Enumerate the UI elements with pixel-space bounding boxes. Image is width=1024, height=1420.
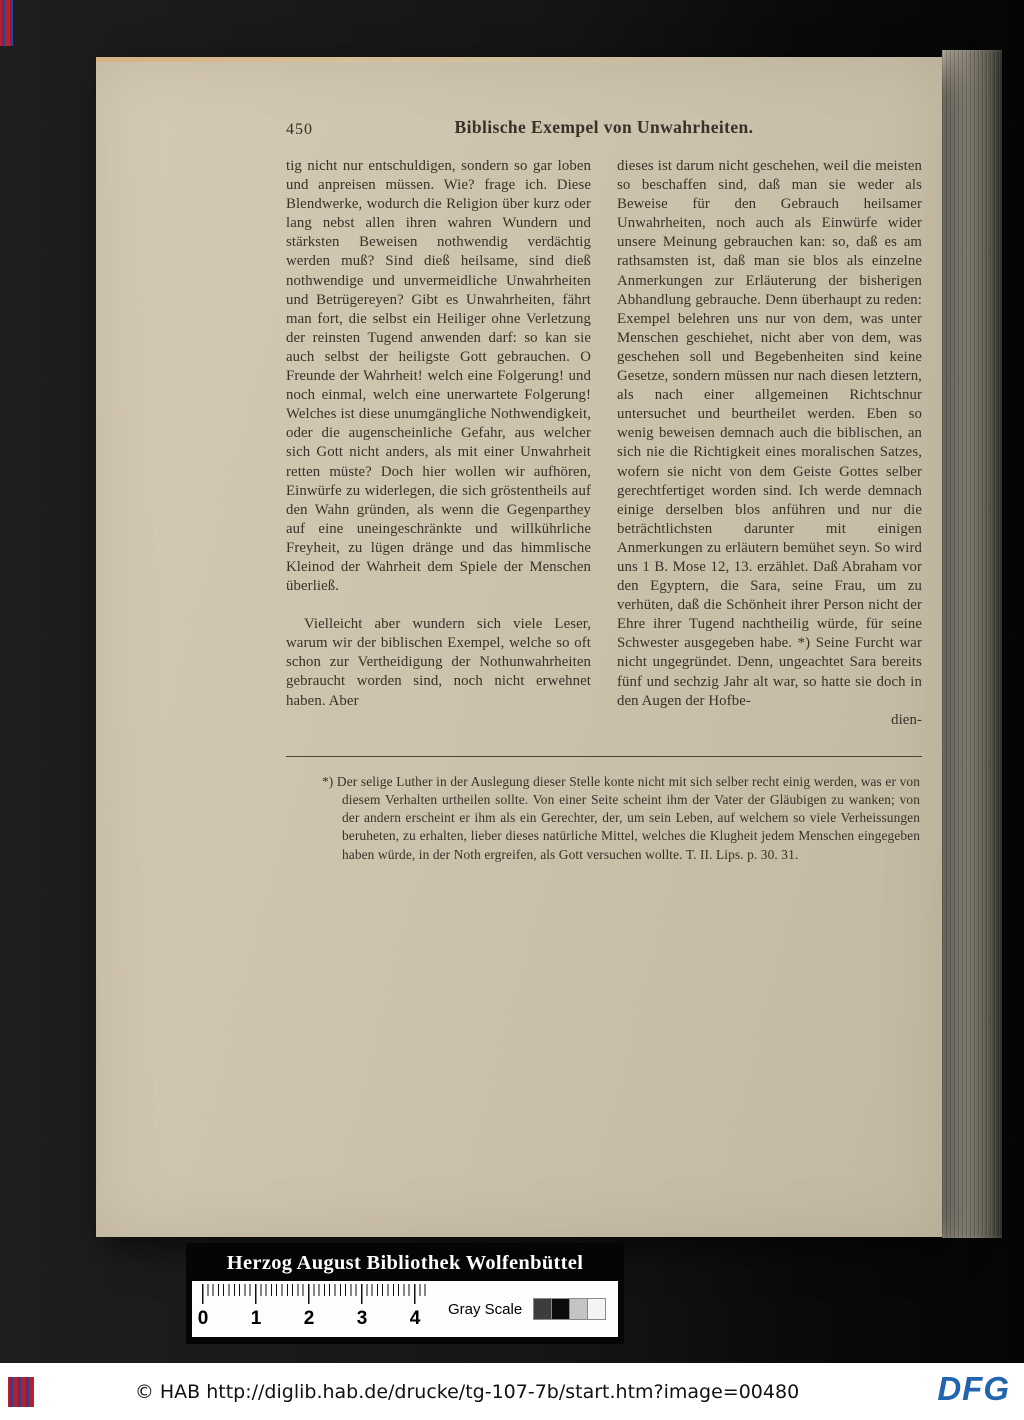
gray-scale-patches [534,1298,606,1320]
two-column-text [286,157,922,730]
ruler-number: 0 [197,1308,209,1329]
centimeter-ruler [197,1284,434,1334]
footnote-text: *) Der selige Luther in der Auslegung dieser Stelle konte nicht mit sich selber recht einig werden, was er von diesem Verhalten urtheilen sollte. Von einer Seite scheint ihm der Vater der Gläubigen zu wanken; von der andern erscheint er ihm als ein Gerechter, der, um sein Leben, auf welchem so viele Verheissungen beruheten, zu erhalten, lieber dieses natürliche Mittel, welches die Klugheit jedem Menschen eingegeben haben würde, in der Noth ergreifen, als Gott versuchen wollte. T. II. Lips. p. 30. 31. [322,773,920,862]
footnote-separator-rule [286,756,922,757]
ruler-number: 2 [303,1308,315,1329]
color-calibration-mark-top [0,0,13,46]
copyright-url-text: © HAB http://diglib.hab.de/drucke/tg-107-7b/start.htm?image=00480 [134,1380,800,1403]
gray-scale-label: Gray Scale [448,1300,523,1318]
ruler-minor-ticks [202,1284,426,1296]
gray-patch [533,1298,552,1320]
printed-text-block [286,115,922,864]
page-number: 450 [286,121,313,138]
running-title: Biblische Exempel von Unwahrheiten. [454,117,754,137]
book-fore-edge [942,50,1002,1238]
left-column [286,157,591,730]
catchword: dien- [891,711,922,728]
ruler-numbers [197,1308,421,1330]
body-text-paragraph: tig nicht nur entschuldigen, sondern so gar loben und anpreisen müssen. Wie? frage ich. Diese Blendwerke, wodurch die Religion über kurz oder lang nebst allen ihren wahren Wundern und stärksten Beweisen nothwendig verdächtig werden muß? Sind dieß heilsame, sind dieß nothwendige und unvermeidliche Unwahrheiten und Betrügereyen? Gibt es Unwahrheiten, fährt man fort, die selbst ein Heiliger ohne Verletzung der reinsten Tugend anwenden darf: so kan sie auch selbst der heiligste Gott gebrauchen. O Freunde der Wahrheit! welch eine Folgerung! und noch einmal, welch eine unerwartete Folgerung! Welches ist diese unumgängliche Nothwendigkeit, oder die augenscheinliche Gefahr, aus welcher sich Gott nicht anders, als mit einer Unwahrheit retten müste? Doch hier wollen wir aufhören, Einwürfe zu widerlegen, die sich gröstentheils auf den Wahn gründen, als wenn die Gegenparthey auf eine uneingeschränkte und willkührliche Freyheit, zu lügen dränge und das himmlische Kleinod der Wahrheit dem Spiele der Menschen überließ. [286,158,591,595]
measure-strip [192,1281,618,1337]
gray-patch [551,1298,570,1320]
right-column [617,157,922,730]
book-page-scan [96,57,942,1237]
ruler-number: 4 [409,1308,421,1329]
body-text-paragraph: Vielleicht aber wundern sich viele Leser, warum wir der biblischen Exempel, welche so oft schon zur Vertheidigung der Nothunwahrheiten gebraucht worden sind, noch nicht erwehnet haben. Aber [286,616,591,709]
gray-patch [569,1298,588,1320]
ruler-number: 3 [356,1308,368,1329]
body-text-paragraph: dieses ist darum nicht geschehen, weil die meisten so beschaffen sind, daß man sie weder als Beweise für den Gebrauch heilsamer Unwahrheiten, noch auch als Einwürfe wider unsere Meinung gebrauchen kan: so, daß es am rathsamsten ist, daß man sie blos als einzelne Anmerkungen zur Erläuterung der bisherigen Abhandlung gebrauche. Denn überhaupt zu reden: Exempel belehren uns nur von dem, was unter Menschen geschiehet, nicht aber von dem, was geschehen soll und Begebenheiten sind keine Gesetze, sondern müssen nur nach diesen letztern, als nach einer allgemeinen Richtschnur untersuchet und beurtheilet werden. Eben so wenig beweisen demnach auch die biblischen, an sich nie die Richtigkeit eines moralischen Satzes, wofern sie nicht von dem Geiste Gottes selber gerechtfertiget worden sind. Ich werde demnach einige derselben blos anführen und nur die beträchtlichsten darunter mit einigen Anmerkungen zu erläutern bemühet seyn. So wird uns 1 B. Mose 12, 13. erzählet. Daß Abraham vor den Egyptern, die Sara, seine Frau, um zu verhüten, daß die Schönheit ihrer Person nicht der Ehre ihrer Tugend nachtheilig würde, für seine Schwester ausgegeben habe. *) Seine Furcht war nicht ungegründet. Denn, ungeachtet Sara bereits fünf und sechzig Jahr alt war, so hatte sie doch in den Augen der Hofbe- [617,158,922,709]
digitisation-footer [0,1363,1024,1420]
dfg-logo: DFG [937,1370,1010,1407]
page-header [286,115,922,149]
ruler-number: 1 [250,1308,262,1329]
library-label [186,1243,624,1344]
library-name: Herzog August Bibliothek Wolfenbüttel [226,1252,584,1274]
gray-patch [587,1298,606,1320]
